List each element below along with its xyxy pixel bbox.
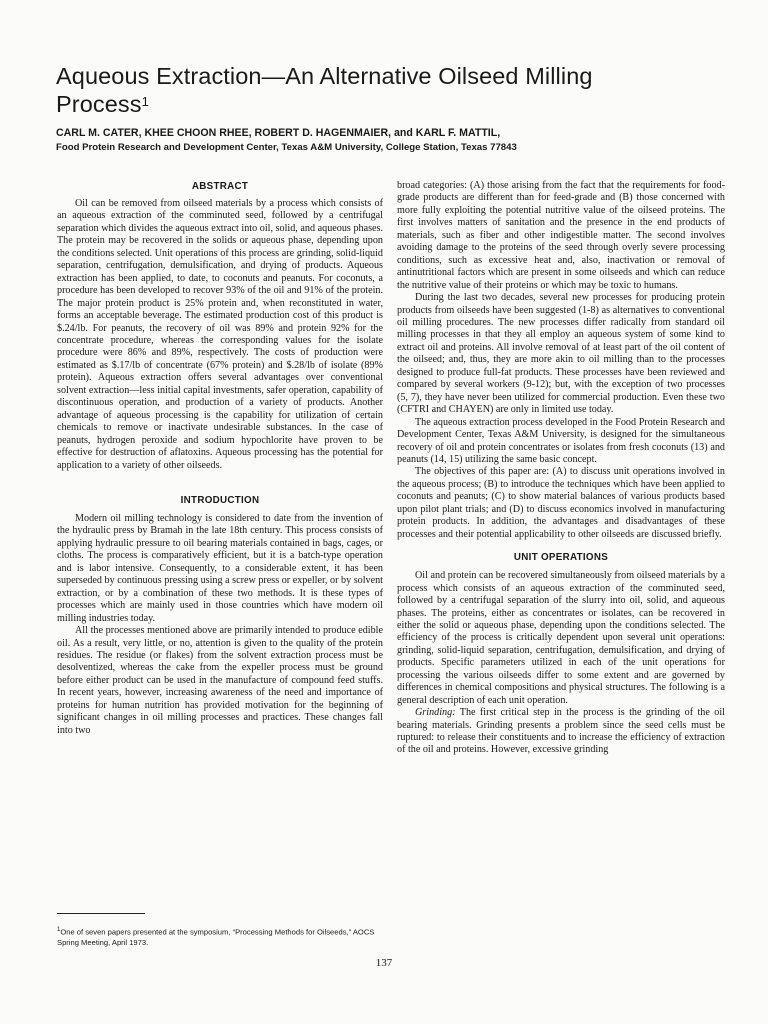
intro-paragraph-6: The objectives of this paper are: (A) to discuss unit operations involved in the aqueous process; (B) to introduce the techniques which have been applied to coconuts and peanuts; (C) to show material balances of various products based upon pilot plant trials; and (D) to discuss economics involved in manufacturing protein products. In addition, the advantages and disadvantages of these processes and their potential applicability to other oilseeds are discussed briefly. xyxy=(397,466,725,540)
intro-paragraph-2: All the processes mentioned above are primarily intended to produce edible oil. As a result, very little, or no, attention is given to the quality of the protein residues. The residue (or flakes) from the solvent extraction process must be desolventized, whereas the cake from the expeller process must be ground before either product can be used in the manufacture of compound feed stuffs. In recent years, however, increasing awareness of the need and importance of proteins for human nutrition has provided motivation for the beginning of significant changes in oil milling processes and practices. These changes fall into two xyxy=(57,625,383,736)
unit-operations-paragraph-2 xyxy=(397,707,725,757)
left-column xyxy=(57,180,383,737)
paper-title xyxy=(56,62,736,118)
intro-paragraph-4: During the last two decades, several new processes for producing protein products from oilseeds have been suggested (1-8) as alternatives to conventional oil milling procedures. The new processes differ radically from standard oil milling processes in that they all employ an aqueous system of some kind to extract oil and proteins. All involve removal of at least part of the oil content of the oilseed; and, thus, they are more akin to oil milling than to the processes designed to produce full-fat products. These processes have been reviewed and compared by several workers (9-12); but, with the exception of two processes (5, 7), they have never been utilized for commercial production. Even these two (CFTRI and CHAYEN) are only in limited use today. xyxy=(397,292,725,416)
title-line-1: Aqueous Extraction—An Alternative Oilseed Milling xyxy=(56,63,593,89)
right-column xyxy=(397,180,725,757)
abstract-text: Oil can be removed from oilseed materials by a process which consists of an aqueous extraction of the comminuted seed, followed by a centrifugal separation which divides the aqueous extract into oil, solid, and aqueous phases. The protein may be recovered in the solids or aqueous phase, depending upon the conditions selected. Unit operations of this process are grinding, solid-liquid separation, centrifugation, demulsification, and drying of products. Aqueous extraction has been applied, to date, to coconuts and peanuts. For coconuts, a procedure has been developed to recover 93% of the oil and 91% of the protein. The major protein product is 25% protein and, when reconstituted in water, forms an acceptable beverage. The estimated production cost of this product is $.24/lb. For peanuts, the recovery of oil was 89% and protein 92% for the concentrate procedure, whereas the corresponding values for the isolate procedure were 86% and 89%, respectively. The costs of production were estimated as $.17/lb of concentrate (67% protein) and $.28/lb of isolate (89% protein). Aqueous extraction offers several advantages over conventional solvent extraction—less initial capital investments, safer operation, capability of discontinuous operation, and production of a variety of products. Another advantage of aqueous processing is the capability for utilization of certain chemicals to remove or inactivate undesirable substances. In the case of peanuts, hydrogen peroxide and sodium hypochlorite have proven to be effective for destruction of aflatoxins. Aqueous processing has the potential for application to a variety of other oilseeds. xyxy=(57,198,383,471)
intro-paragraph-1: Modern oil milling technology is considered to date from the invention of the hydraulic press by Bramah in the late 18th century. This process consists of applying hydraulic pressure to oil bearing materials contained in bags, cages, or cloths. The process is comparatively efficient, but it is a batch-type operation and is labor intensive. Consequently, to a considerable extent, it has been superseded by continuous pressing using a screw press or expeller, or by solvent extraction, or by a combination of these two methods. It is these types of processes which are mainly used in those countries which have modern oil milling industries today. xyxy=(57,512,383,624)
grinding-text: The first critical step in the process is the grinding of the oil bearing materials. Grinding presents a problem since the seed cells must be ruptured: to release their constituents and to increase the efficiency of extraction of the oil and proteins. However, excessive grinding xyxy=(397,707,725,756)
footnote xyxy=(57,925,383,948)
intro-paragraph-5: The aqueous extraction process developed in the Food Protein Research and Development Center, Texas A&M University, is designed for the simultaneous recovery of oil and protein concentrates or isolates from fresh coconuts (13) and peanuts (14, 15) utilizing the same basic concept. xyxy=(397,416,725,465)
footnote-rule xyxy=(57,913,145,914)
title-footnote-mark: 1 xyxy=(141,94,149,109)
unit-operations-paragraph-1: Oil and protein can be recovered simultaneously from oilseed materials by a process which consists of an aqueous extraction of the comminuted seed, followed by a centrifugal separation of the slurry into oil, solid, and aqueous phases. The proteins, either as concentrates or isolates, can be recovered in either the solid or aqueous phase, depending upon the conditions selected. The efficiency of the process is critically dependent upon several unit operations: grinding, solid-liquid separation, centrifugation, demulsification, and drying of products. Specific parameters utilized in each of the unit operations for processing the various oilseeds differ to some extent and are governed by differences in chemical compositions and physical structures. The following is a general description of each unit operation. xyxy=(397,570,725,706)
footnote-text: One of seven papers presented at the symposium, “Processing Methods for Oilseeds,” AOCS Spring Meeting, April 1973. xyxy=(57,927,375,947)
abstract-heading: ABSTRACT xyxy=(191,181,249,192)
affiliation: Food Protein Research and Development Center, Texas A&M University, College Station, Texas 77843 xyxy=(56,142,517,153)
author-list: CARL M. CATER, KHEE CHOON RHEE, ROBERT D. HAGENMAIER, and KARL F. MATTIL, xyxy=(56,127,501,139)
introduction-heading: INTRODUCTION xyxy=(180,494,260,506)
title-line-2: Process xyxy=(56,91,142,117)
grinding-subheading: Grinding: xyxy=(415,707,456,719)
footnote-mark: 1 xyxy=(57,927,61,933)
intro-paragraph-3: broad categories: (A) those arising from the fact that the requirements for food-grade products are different than for feed-grade and (B) those concerned with more fully exploiting the potential nutritive value of the oilseed proteins. The first involves matters of sanitation and the presence in the end products of materials, such as fiber and other indigestible matter. The second involves avoiding damage to the proteins of the seed through overly severe processing conditions, such as excessive heat and, also, inactivation or removal of antinutritional factors which are present in some oilseeds and which can reduce the nutritive value of their proteins or which may be toxic to humans. xyxy=(397,180,725,291)
unit-operations-heading: UNIT OPERATIONS xyxy=(513,552,609,564)
page-number: 137 xyxy=(375,957,393,969)
